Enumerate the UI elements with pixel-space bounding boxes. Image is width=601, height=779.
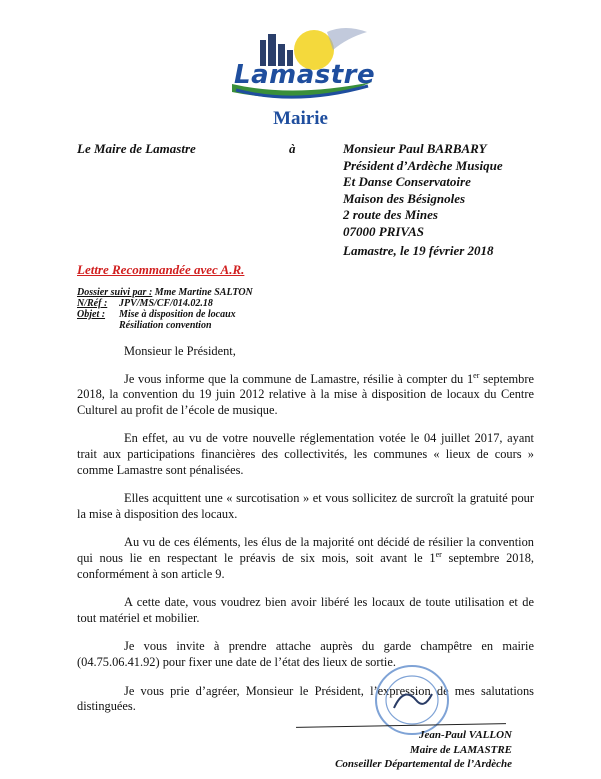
recipient-line: Et Danse Conservatoire xyxy=(343,174,471,189)
to-marker: à xyxy=(289,141,296,156)
recipient-line: 2 route des Mines xyxy=(343,207,438,222)
objet-value-2: Résiliation convention xyxy=(119,320,212,331)
recipient-line: Monsieur Paul BARBARY xyxy=(343,141,487,156)
paragraph-3: Elles acquittent une « surcotisation » et vous sollicitez de surcroît la gratuité pour la mise à disposition des locaux. xyxy=(77,491,534,521)
signature-block xyxy=(300,728,512,772)
lamastre-logo xyxy=(222,20,382,116)
references-block xyxy=(77,287,253,331)
greeting: Monsieur le Président, xyxy=(124,344,236,358)
recipient-line: 07000 PRIVAS xyxy=(343,223,425,239)
paragraph-6: Je vous invite à prendre attache auprès du garde champêtre en mairie (04.75.06.41.92) pour fixer une date de l’état des lieux de sortie. xyxy=(77,639,534,669)
paragraph-5: A cette date, vous voudrez bien avoir libéré les locaux de toute utilisation et de tout matériel et mobilier. xyxy=(77,595,534,625)
signatory-role: Maire de LAMASTRE xyxy=(409,743,512,756)
letter-type: Lettre Recommandée avec A.R. xyxy=(77,262,245,277)
signatory-role-2: Conseiller Départemental de l’Ardèche xyxy=(335,758,512,770)
logo-text: Lamastre xyxy=(234,60,376,90)
dossier-label: Dossier suivi par : xyxy=(77,287,153,298)
dossier-value: Mme Martine SALTON xyxy=(154,287,253,298)
letter-body xyxy=(77,344,534,728)
paragraph-2: En effet, au vu de votre nouvelle réglementation votée le 04 juillet 2017, ayant trait aux participations financières des collectivités, les communes « lieux de cours » comme Lamastre sont pénalisées. xyxy=(77,431,534,477)
objet-value: Mise à disposition de locaux xyxy=(119,309,236,320)
nref-label: N/Réf : xyxy=(77,298,108,309)
nref-value: JPV/MS/CF/014.02.18 xyxy=(119,298,213,309)
recipient-address xyxy=(343,141,503,240)
date-line: Lamastre, le 19 février 2018 xyxy=(343,243,494,258)
sender: Le Maire de Lamastre xyxy=(77,141,196,156)
paragraph-1: Je vous informe que la commune de Lamastre, résilie à compter du 1er septembre 2018, la convention du 19 juin 2012 relative à la mise à disposition de locaux du Centre Culturel au profit de l’école de musique. xyxy=(77,370,534,417)
paragraph-4: Au vu de ces éléments, les élus de la majorité ont décidé de résilier la convention qui nous lie en respectant le préavis de six mois, soit avant le 1er septembre 2018, conformément à son article 9. xyxy=(77,535,534,581)
recipient-line: Président d’Ardèche Musique xyxy=(343,157,503,173)
page-title: Mairie xyxy=(273,108,328,129)
paragraph-7: Je vous prie d’agréer, Monsieur le Président, l’expression de mes salutations distinguées. xyxy=(77,683,534,714)
objet-label: Objet : xyxy=(77,309,106,320)
recipient-line: Maison des Bésignoles xyxy=(343,190,466,206)
signatory-name: Jean-Paul VALLON xyxy=(419,729,512,741)
